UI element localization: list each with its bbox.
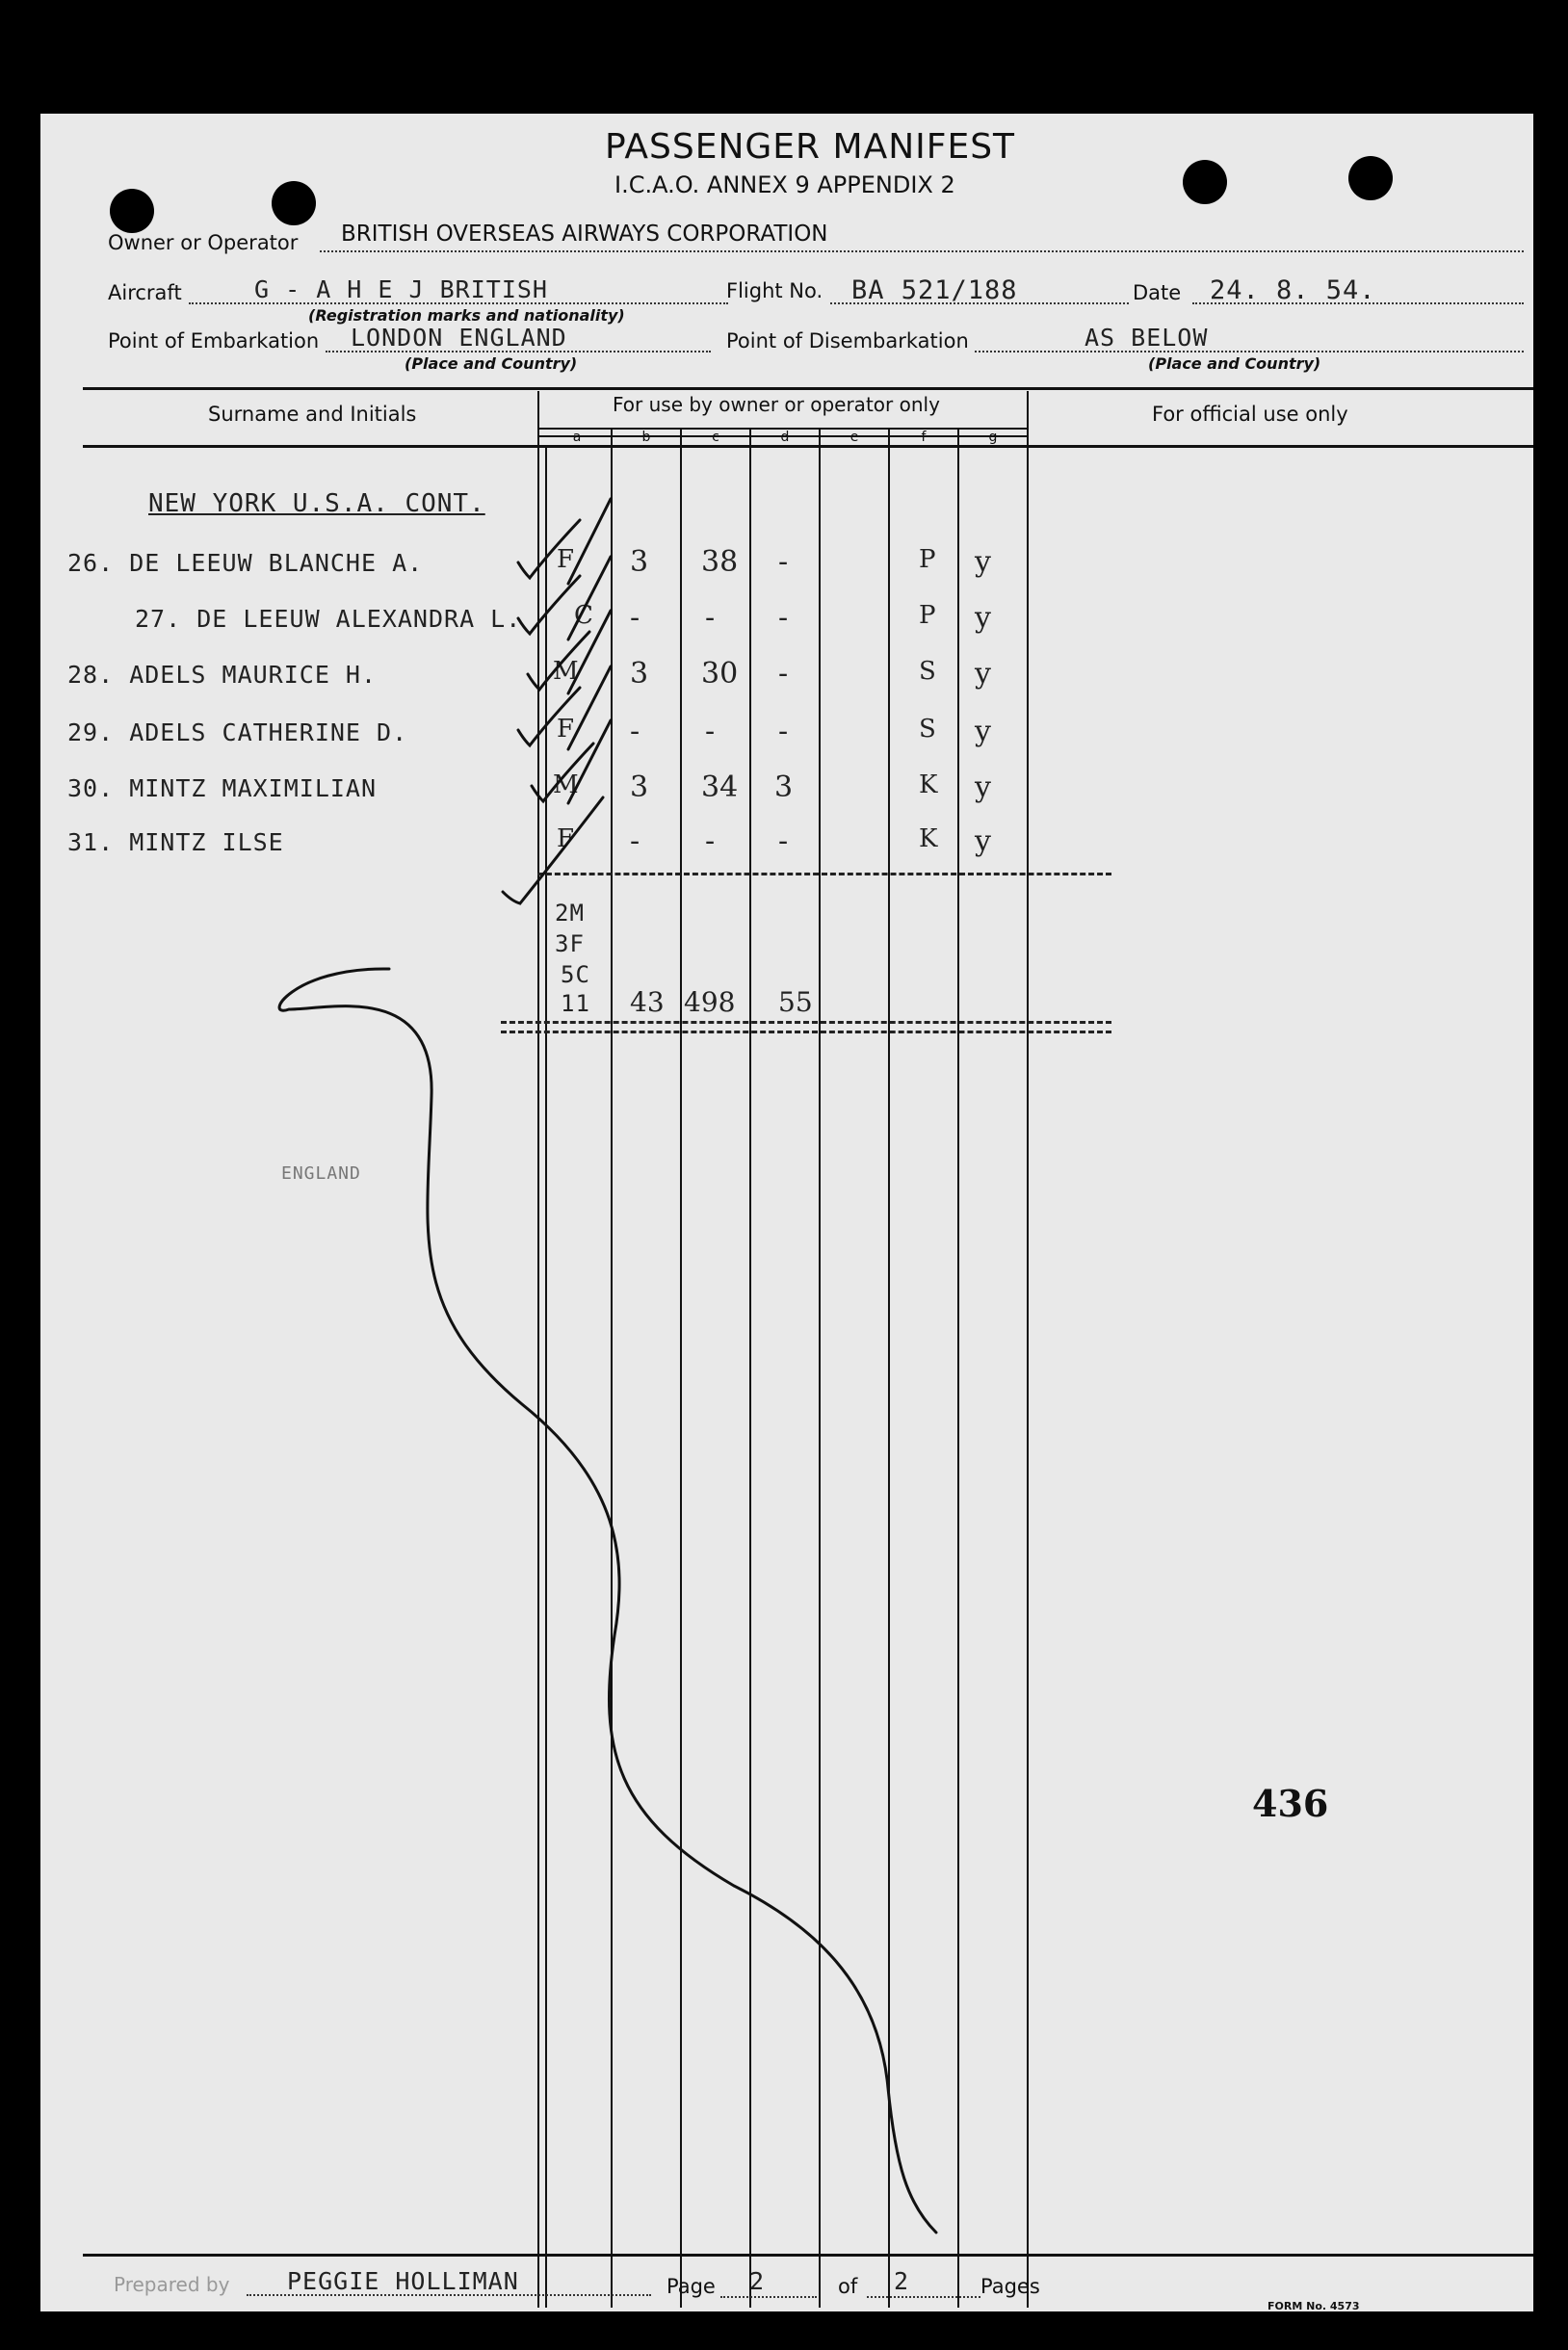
- owner-use-column-header: For use by owner or operator only: [613, 393, 940, 416]
- flight-label: Flight No.: [726, 279, 823, 302]
- disembarkation-note: (Place and Country): [1148, 354, 1321, 373]
- form-number: FORM No. 4573: [1267, 2300, 1360, 2312]
- check-icon: [518, 520, 580, 578]
- subcol-d: d: [780, 430, 790, 445]
- wavy-line: [279, 969, 936, 2232]
- row-f: S: [919, 715, 936, 744]
- row-d: -: [778, 601, 789, 635]
- total-children: 5C: [561, 961, 590, 988]
- row-g: y: [975, 657, 991, 691]
- total-c: 498: [684, 986, 736, 1018]
- check-icon: [528, 632, 589, 690]
- row-g: y: [975, 601, 991, 635]
- of-label: of: [838, 2275, 858, 2298]
- page-subtitle: I.C.A.O. ANNEX 9 APPENDIX 2: [614, 171, 955, 198]
- check-icon: [503, 797, 603, 903]
- date-value: 24. 8. 54.: [1210, 275, 1376, 305]
- row-d: -: [778, 824, 789, 858]
- row-d: -: [778, 657, 789, 691]
- row-g: y: [975, 545, 991, 579]
- subcol-e: e: [849, 430, 859, 445]
- row-a: C: [574, 601, 593, 630]
- total-male: 2M: [555, 900, 585, 927]
- row-f: K: [919, 824, 938, 853]
- subcol-g: g: [988, 430, 998, 445]
- official-use-column-header: For official use only: [1152, 403, 1348, 426]
- page-title: PASSENGER MANIFEST: [605, 127, 1016, 167]
- total-count: 11: [561, 990, 590, 1017]
- row-b: 3: [630, 545, 649, 579]
- row-b: 3: [630, 770, 649, 804]
- subcol-b: b: [641, 430, 651, 445]
- embarkation-label: Point of Embarkation: [108, 329, 320, 352]
- row-a: F: [557, 715, 575, 744]
- passenger-name: 28. ADELS MAURICE H.: [67, 661, 378, 689]
- row-b: -: [630, 601, 640, 635]
- check-icon: [518, 688, 580, 745]
- row-a: M: [553, 657, 579, 686]
- pages-label: Pages: [980, 2275, 1040, 2298]
- row-c: -: [705, 824, 716, 858]
- embarkation-note: (Place and Country): [405, 354, 578, 373]
- row-b: -: [630, 715, 640, 748]
- row-g: y: [975, 770, 991, 804]
- disembarkation-label: Point of Disembarkation: [726, 329, 969, 352]
- row-f: P: [919, 601, 936, 630]
- row-g: y: [975, 824, 991, 858]
- embarkation-value: LONDON ENGLAND: [351, 324, 567, 352]
- prepared-value: PEGGIE HOLLIMAN: [287, 2267, 519, 2295]
- row-d: -: [778, 715, 789, 748]
- check-icon: [518, 576, 580, 634]
- row-f: P: [919, 545, 936, 574]
- row-d: -: [778, 545, 789, 579]
- subcol-a: a: [572, 430, 582, 445]
- passenger-name: 27. DE LEEUW ALEXANDRA L.: [135, 605, 522, 633]
- row-a: F: [557, 824, 575, 853]
- owner-value: BRITISH OVERSEAS AIRWAYS CORPORATION: [341, 222, 828, 247]
- passenger-name: 31. MINTZ ILSE: [67, 828, 284, 856]
- margin-fragment: ENGLAND: [281, 1163, 361, 1184]
- row-b: 3: [630, 657, 649, 691]
- of-value: 2: [894, 2267, 910, 2295]
- passenger-name: 26. DE LEEUW BLANCHE A.: [67, 549, 424, 577]
- row-c: -: [705, 601, 716, 635]
- passenger-name: 29. ADELS CATHERINE D.: [67, 718, 408, 746]
- owner-label: Owner or Operator: [108, 231, 299, 254]
- row-c: 34: [701, 770, 739, 804]
- aircraft-value: G - A H E J BRITISH: [254, 275, 548, 303]
- row-a: F: [557, 545, 575, 574]
- row-c: 30: [701, 657, 739, 691]
- aircraft-label: Aircraft: [108, 281, 182, 304]
- date-label: Date: [1133, 281, 1182, 304]
- row-a: M: [553, 770, 579, 799]
- total-d: 55: [778, 986, 813, 1018]
- page-label: Page: [666, 2275, 716, 2298]
- row-b: -: [630, 824, 640, 858]
- handwriting-overlay: [40, 114, 1533, 2311]
- subcol-c: c: [712, 430, 719, 445]
- row-f: S: [919, 657, 936, 686]
- stamp-number: 436: [1252, 1782, 1329, 1825]
- row-g: y: [975, 715, 991, 748]
- flight-value: BA 521/188: [851, 275, 1018, 305]
- aircraft-note: (Registration marks and nationality): [308, 306, 625, 325]
- subcol-f: f: [921, 430, 927, 445]
- surname-column-header: Surname and Initials: [208, 403, 417, 426]
- total-female: 3F: [555, 930, 585, 957]
- row-c: -: [705, 715, 716, 748]
- total-b: 43: [630, 986, 665, 1018]
- section-heading: NEW YORK U.S.A. CONT.: [148, 489, 485, 518]
- passenger-name: 30. MINTZ MAXIMILIAN: [67, 774, 378, 802]
- row-c: 38: [701, 545, 739, 579]
- row-f: K: [919, 770, 938, 799]
- prepared-label: Prepared by: [114, 2273, 230, 2296]
- page-value: 2: [749, 2267, 766, 2295]
- manifest-sheet: [40, 114, 1533, 2311]
- row-d: 3: [774, 770, 794, 804]
- disembarkation-value: AS BELOW: [1085, 324, 1209, 352]
